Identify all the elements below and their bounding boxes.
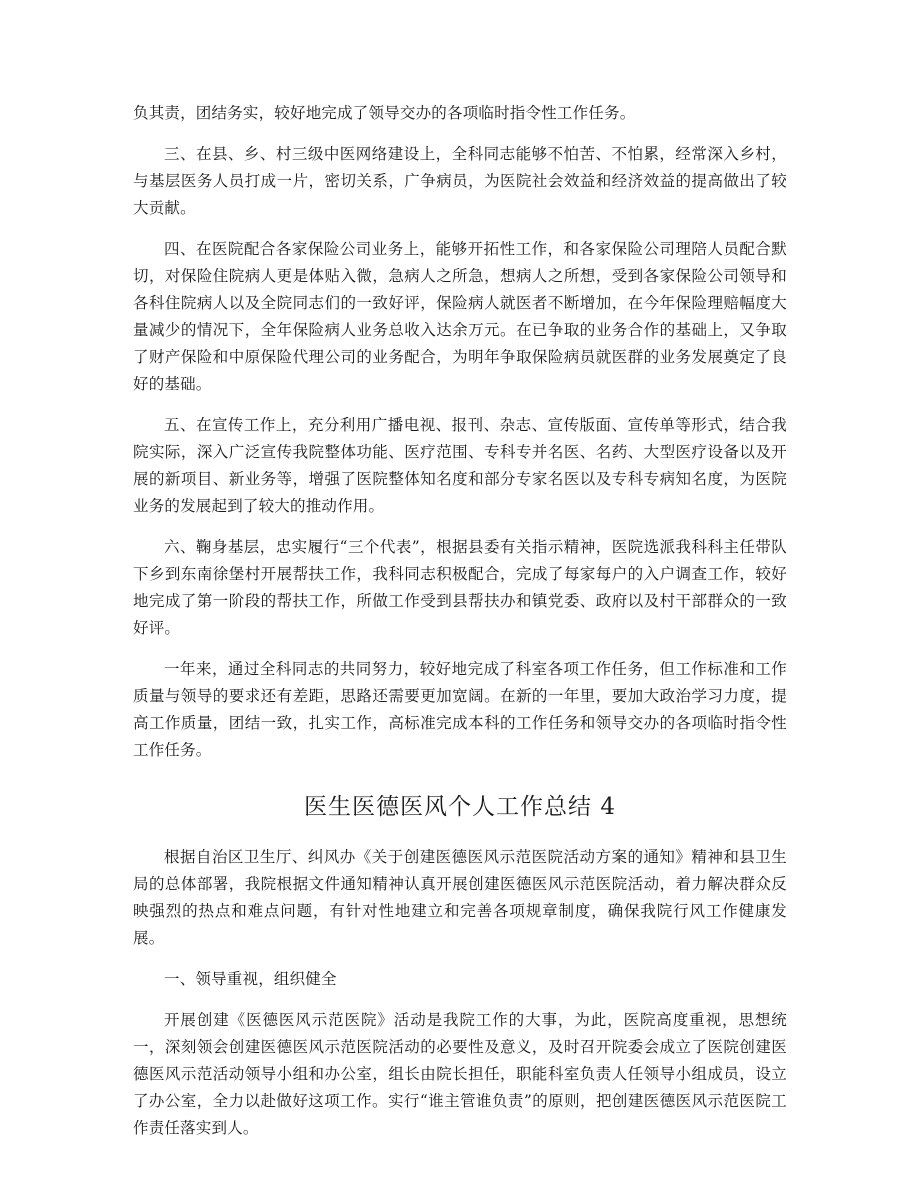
paragraph-intro: 根据自治区卫生厅、纠风办《关于创建医德医风示范医院活动方案的通知》精神和县卫生局的总体部署，我院根据文件通知精神认真开展创建医德医风示范医院活动，着力解决群众反映强烈的热点和难点问题，有针对性地建立和完善各项规章制度，确保我院行风工作健康发展。 <box>133 848 787 947</box>
paragraph-section-6: 六、鞠身基层，忠实履行“三个代表”，根据县委有关指示精神，医院选派我科科主任带队下乡到东南徐堡村开展帮扶工作，我科同志积极配合，完成了每家每户的入户调查工作，较好地完成了第一阶段的帮扶工作，所做工作受到县帮扶办和镇党委、政府以及村干部群众的一致好评。 <box>133 538 787 637</box>
subheading-leadership: 一、领导重视，组织健全 <box>164 970 337 988</box>
section-title: 医生医德医风个人工作总结 4 <box>304 794 616 820</box>
paragraph-section-4: 四、在医院配合各家保险公司业务上，能够开拓性工作，和各家保险公司理陪人员配合默切，对保险住院病人更是体贴入微，急病人之所急，想病人之所想，受到各家保险公司领导和各科住院病人以及全院同志们的一致好评，保险病人就医者不断增加，在今年保险理赔幅度大量减少的情况下，全年保险病人业务总收入达余万元。在已争取的业务合作的基础上，又争取了财产保险和中原保险代理公司的业务配合，为明年争取保险病员就医群的业务发展奠定了良好的基础。 <box>133 240 787 393</box>
paragraph-leadership: 开展创建《医德医风示范医院》活动是我院工作的大事，为此，医院高度重视，思想统一，深刻领会创建医德医风示范医院活动的必要性及意义，及时召开院委会成立了医院创建医德医风示范活动领导小组和办公室，组长由院长担任，职能科室负责人任领导小组成员，设立了办公室，全力以赴做好这项工作。实行“谁主管谁负责”的原则，把创建医德医风示范医院工作责任落实到人。 <box>133 1011 787 1137</box>
paragraph-section-3: 三、在县、乡、村三级中医网络建设上，全科同志能够不怕苦、不怕累，经常深入乡村，与基层医务人员打成一片，密切关系，广争病员，为医院社会效益和经济效益的提高做出了较大贡献。 <box>133 145 787 217</box>
paragraph-continuation: 负其责，团结务实，较好地完成了领导交办的各项临时指令性工作任务。 <box>133 104 636 122</box>
paragraph-conclusion: 一年来，通过全科同志的共同努力，较好地完成了科室各项工作任务，但工作标准和工作质量与领导的要求还有差距，思路还需要更加宽阔。在新的一年里，要加大政治学习力度，提高工作质量，团结一致，扎实工作，高标准完成本科的工作任务和领导交办的各项临时指令性工作任务。 <box>133 660 787 759</box>
paragraph-section-5: 五、在宣传工作上，充分利用广播电视、报刊、杂志、宣传版面、宣传单等形式，结合我院实际，深入广泛宣传我院整体功能、医疗范围、专科专并名医、名药、大型医疗设备以及开展的新项目、新业务等，增强了医院整体知名度和部分专家名医以及专科专病知名度，为医院业务的发展起到了较大的推动作用。 <box>133 416 787 515</box>
document-page <box>133 100 787 1142</box>
